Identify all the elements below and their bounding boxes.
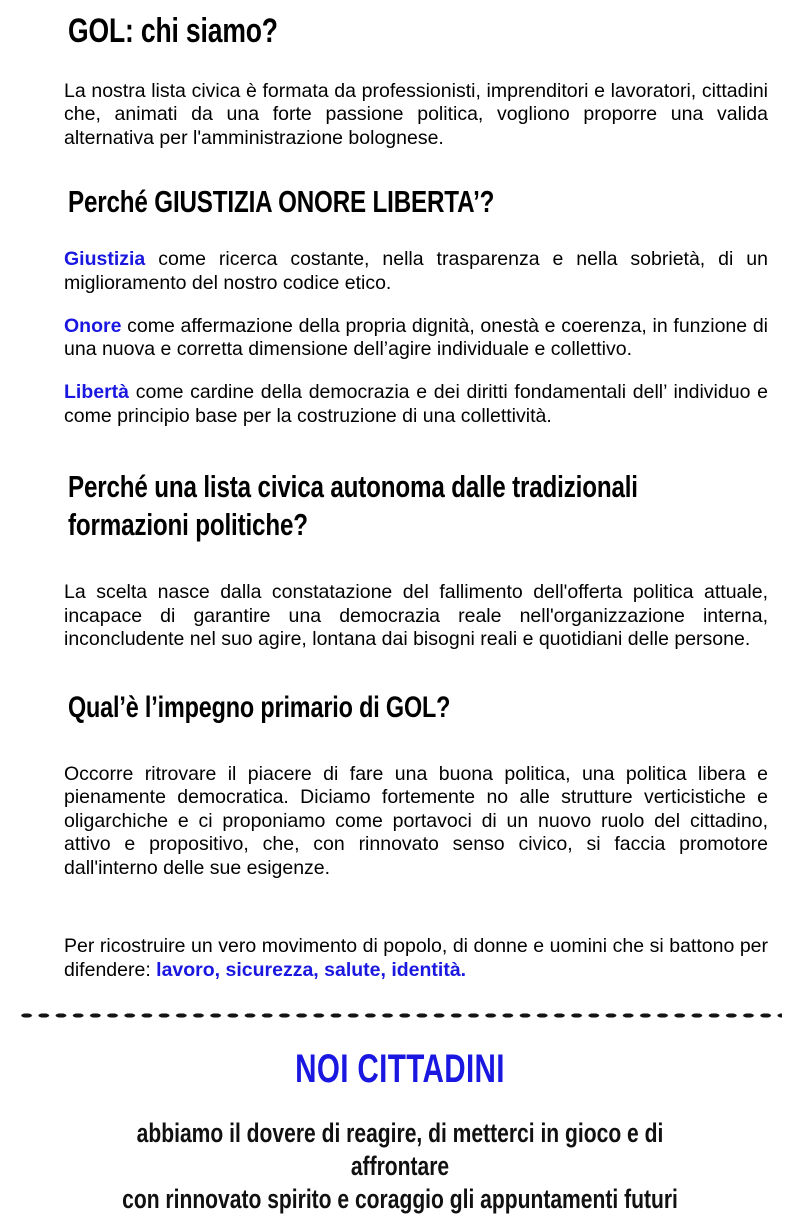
heading-prefix: Perché	[68, 183, 155, 219]
value-giustizia	[64, 248, 768, 295]
closing-prefix: Per ricostruire un vero movimento di popolo, di donne e uomini che si battono per difendere:	[64, 935, 768, 981]
value-liberta	[64, 381, 768, 428]
spacer	[0, 900, 800, 916]
heading-text	[68, 184, 759, 219]
value-liberta-text: come cardine della democrazia e dei diritti fondamentali dell’ individuo e come principio base per la costruzione di una collettività.	[64, 381, 768, 427]
heading-text: GOL: chi siamo?	[68, 12, 278, 50]
dotted-divider	[18, 1012, 782, 1019]
spacer	[0, 1019, 800, 1047]
heading-text: Perché una lista civica autonoma dalle tradizionali formazioni politiche?	[68, 468, 638, 542]
paragraph-closing-difendere	[64, 935, 768, 982]
keyword-giustizia: Giustizia	[64, 248, 146, 270]
footer-line-1: abbiamo il dovere di reagire, di metterci in gioco e di affrontare	[136, 1118, 664, 1181]
spacer	[0, 50, 800, 60]
paragraph-impegno-primario: Occorre ritrovare il piacere di fare una buona politica, una politica libera e pienamente democratica. Diciamo fortemente no alle strutture verticistiche e oligarchiche e ci proponiamo come portavoci di un nuovo ruolo del cittadino, attivo e propositivo, che, con rinnovato senso civico, si faccia promotore dall'interno delle sue esigenze.	[64, 762, 768, 879]
footer-line-2: con rinnovato spirito e coraggio gli appuntamenti futuri	[122, 1184, 678, 1214]
heading-text: Qual’è l’impegno primario di GOL?	[68, 691, 451, 724]
spacer	[0, 544, 800, 562]
section-heading-giustizia-onore-liberta	[68, 184, 760, 219]
heading-emphasis: GIUSTIZIA ONORE LIBERTA’?	[154, 183, 495, 219]
spacer	[0, 671, 800, 691]
footer-title: NOI CITTADINI	[295, 1047, 505, 1091]
spacer	[0, 1091, 800, 1117]
section-heading-lista-civica-autonoma	[68, 468, 760, 544]
footer	[0, 1019, 800, 1216]
spacer	[0, 725, 800, 743]
value-onore-text: come affermazione della propria dignità, onestà e coerenza, in funzione di una nuova e corretta dimensione dell’agire individuale e collettivo.	[64, 314, 768, 360]
closing-emphasis: lavoro, sicurezza, salute, identità.	[156, 958, 467, 981]
top-spacer	[0, 0, 800, 12]
value-giustizia-text: come ricerca costante, nella trasparenza e nella sobrietà, di un miglioramento del nostro codice etico.	[64, 248, 768, 294]
spacer	[0, 448, 800, 468]
value-onore	[64, 315, 768, 362]
paragraph-chi-siamo: La nostra lista civica è formata da professionisti, imprenditori e lavoratori, cittadini che, animati da una forte passione politica, vogliono proporre una valida alternativa per l'amministrazione bolognese.	[64, 79, 768, 149]
section-heading-gol-chi-siamo	[68, 12, 760, 50]
paragraph-lista-civica-autonoma: La scelta nasce dalla constatazione del fallimento dell'offerta politica attuale, incapace di garantire una democrazia reale nell'organizzazione interna, inconcludente nel suo agire, lontana dai bisogni reali e quotidiani delle persone.	[64, 581, 768, 650]
spacer	[0, 170, 800, 184]
spacer	[0, 219, 800, 229]
keyword-liberta: Libertà	[64, 381, 130, 403]
keyword-onore: Onore	[64, 314, 122, 337]
section-heading-impegno-primario	[68, 691, 760, 725]
